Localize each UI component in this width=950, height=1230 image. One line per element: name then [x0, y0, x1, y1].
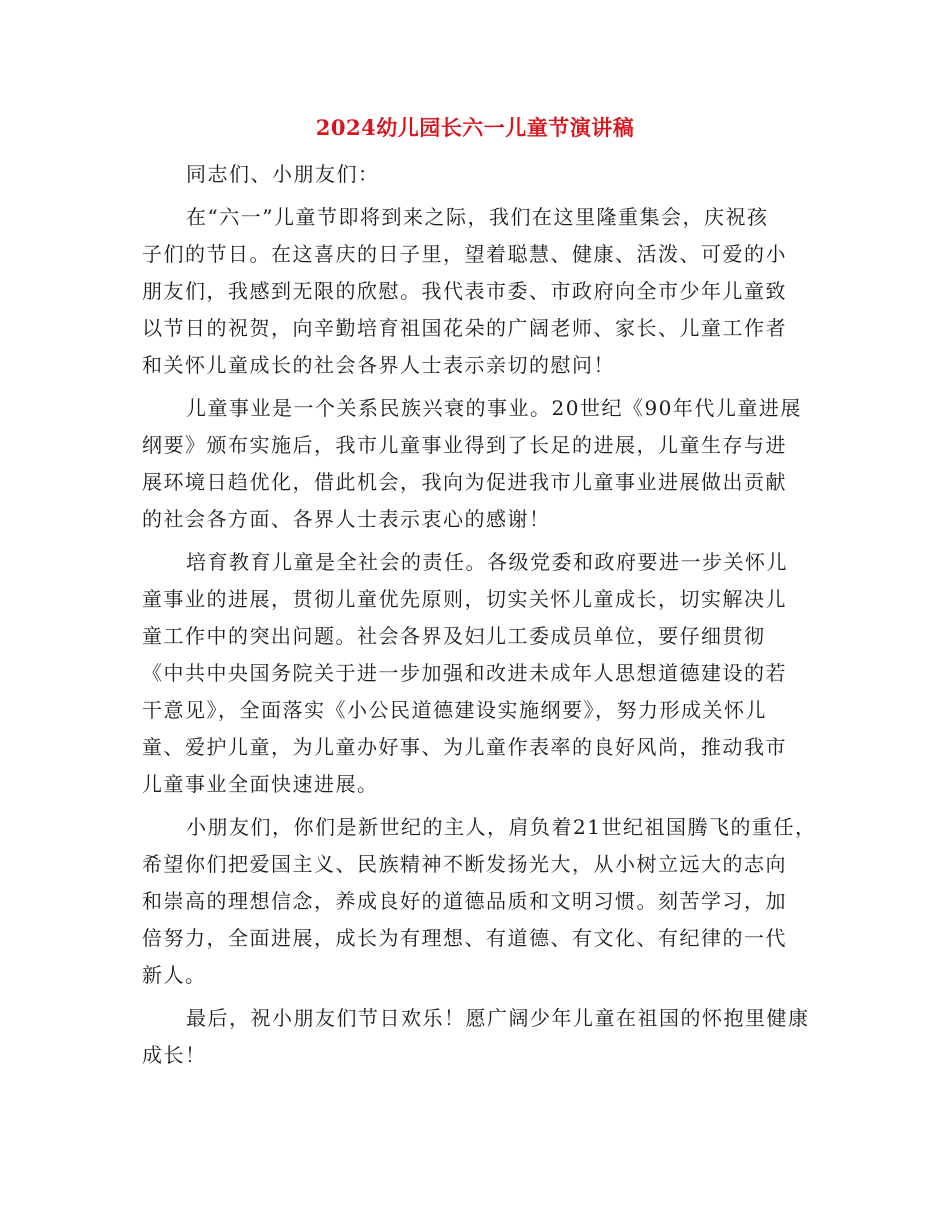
paragraph-closing	[142, 1000, 822, 1074]
text-line: 新人。	[142, 963, 207, 987]
text-line: 培育教育儿童是全社会的责任。各级党委和政府要进一步关怀儿	[186, 550, 788, 574]
text-line: 童工作中的突出问题。社会各界及妇儿工委成员单位，要仔细贯彻	[142, 624, 766, 648]
paragraph-4	[142, 809, 822, 994]
text-line: 最后，祝小朋友们节日欢乐！愿广阔少年儿童在祖国的怀抱里健康	[186, 1006, 810, 1030]
text-line: 纲要》颁布实施后，我市儿童事业得到了长足的进展，儿童生存与进	[142, 433, 787, 457]
text-line: 儿童事业全面快速进展。	[142, 772, 379, 796]
text-line: 同志们、小朋友们：	[186, 162, 380, 186]
text-line: 展环境日趋优化，借此机会，我向为促进我市儿童事业进展做出贡献	[142, 470, 787, 494]
text-line: 干意见》，全面落实《小公民道德建设实施纲要》，努力形成关怀儿	[142, 698, 767, 722]
text-line: 朋友们，我感到无限的欣慰。我代表市委、市政府向全市少年儿童致	[142, 279, 787, 303]
text-line: 子们的节日。在这喜庆的日子里，望着聪慧、健康、活泼、可爱的小	[142, 242, 787, 266]
text-line: 以节日的祝贺，向辛勤培育祖国花朵的广阔老师、家长、儿童工作者	[142, 316, 787, 340]
paragraph-3	[142, 544, 822, 803]
document-title: 2024幼儿园长六一儿童节演讲稿	[315, 115, 635, 140]
text-line: 成长！	[142, 1043, 207, 1067]
paragraph-greeting	[142, 156, 822, 193]
text-line: 的社会各方面、各界人士表示衷心的感谢！	[142, 507, 551, 531]
text-line: 倍努力，全面进展，成长为有理想、有道德、有文化、有纪律的一代	[142, 926, 787, 950]
text-line: 童、爱护儿童，为儿童办好事、为儿童作表率的良好风尚，推动我市	[142, 735, 787, 759]
text-line: 儿童事业是一个关系民族兴衰的事业。20世纪《90年代儿童进展	[186, 396, 802, 420]
text-line: 在“六一”儿童节即将到来之际，我们在这里隆重集会，庆祝孩	[186, 205, 769, 229]
text-line: 希望你们把爱国主义、民族精神不断发扬光大，从小树立远大的志向	[142, 852, 787, 876]
text-line: 和崇高的理想信念，养成良好的道德品质和文明习惯。刻苦学习，加	[142, 889, 787, 913]
text-line: 小朋友们，你们是新世纪的主人，肩负着21世纪祖国腾飞的重任，	[186, 815, 817, 839]
text-line: 童事业的进展，贯彻儿童优先原则，切实关怀儿童成长，切实解决儿	[142, 587, 787, 611]
paragraph-1	[142, 199, 822, 384]
paragraph-2	[142, 390, 822, 538]
text-line: 《中共中央国务院关于进一步加强和改进未成年人思想道德建设的若	[142, 661, 787, 685]
text-line: 和关怀儿童成长的社会各界人士表示亲切的慰问！	[142, 353, 615, 377]
document-body	[142, 156, 822, 1074]
